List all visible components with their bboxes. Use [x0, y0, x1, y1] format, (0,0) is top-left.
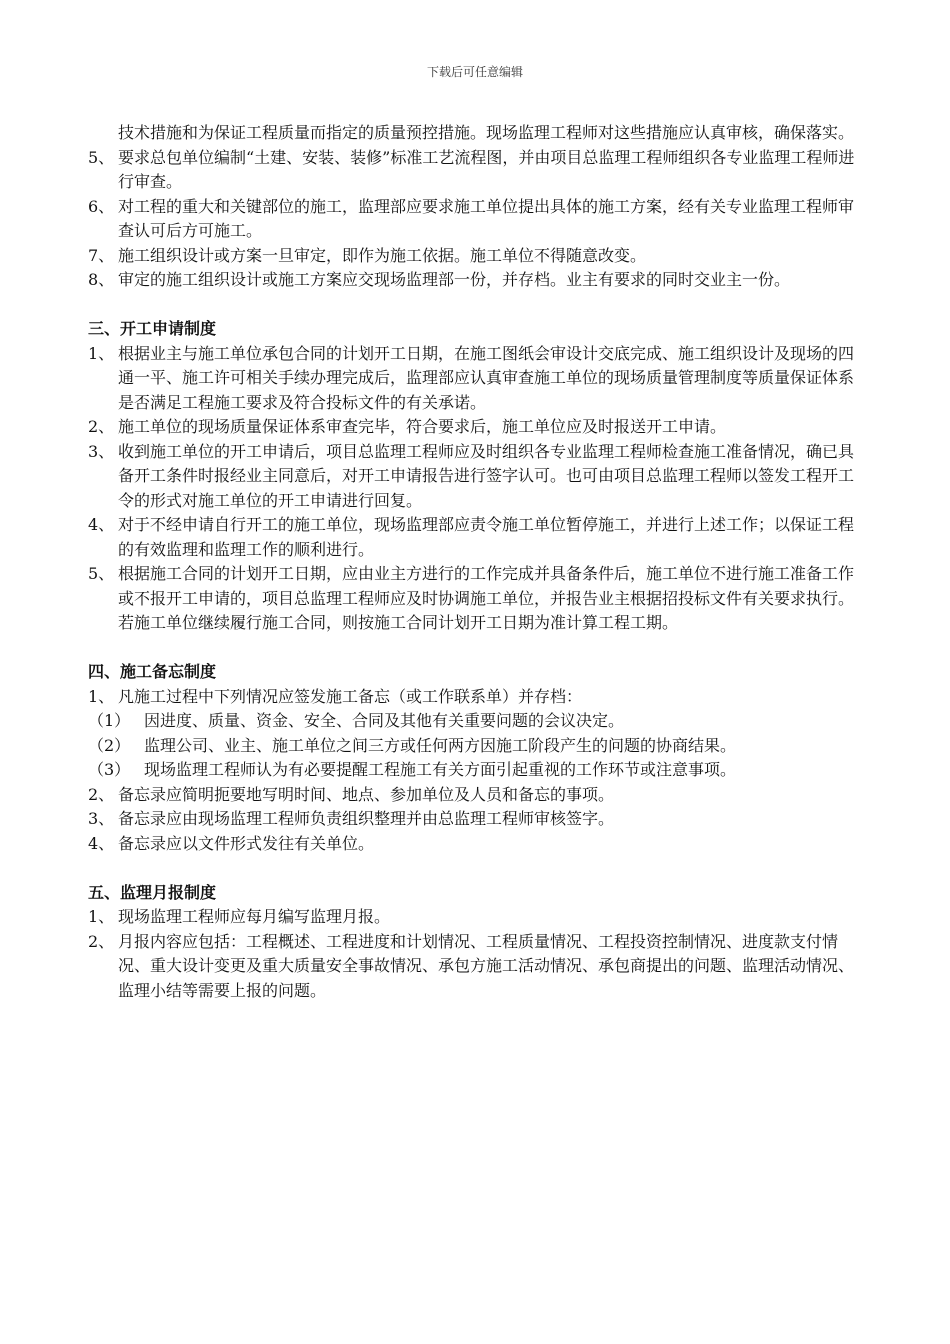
sub-list-item — [88, 709, 868, 734]
sub-item-number: （2） — [88, 735, 131, 755]
list-item — [88, 905, 868, 930]
page-header: 下载后可任意编辑 — [426, 65, 523, 79]
item-text: 对工程的重大和关键部位的施工，监理部应要求施工单位提出具体的施工方案，经有关专业监理工程师审查认可后方可施工。 — [118, 196, 855, 240]
item-text: 对于不经申请自行开工的施工单位，现场监理部应责令施工单位暂停施工，并进行上述工作；以保证工程的有效监理和监理工作的顺利进行。 — [118, 515, 855, 559]
item-number: 6、 — [88, 196, 115, 216]
item-text: 备忘录应简明扼要地写明时间、地点、参加单位及人员和备忘的事项。 — [118, 784, 615, 804]
item-text: 凡施工过程中下列情况应签发施工备忘（或工作联系单）并存档： — [118, 686, 583, 706]
item-number: 1、 — [88, 907, 115, 926]
list-item — [88, 244, 868, 269]
item-text: 施工单位的现场质量保证体系审查完毕，符合要求后，施工单位应及时报送开工申请。 — [118, 417, 727, 436]
list-item — [88, 415, 868, 440]
item-number: 1、 — [88, 343, 115, 363]
item-number: 5、 — [88, 564, 115, 583]
list-item — [88, 513, 868, 562]
item-text: 要求总包单位编制“土建、安装、装修”标准工艺流程图，并由项目总监理工程师组织各专业监理工程师进行审查。 — [118, 147, 855, 191]
list-item — [88, 562, 868, 636]
intro-continuation: 技术措施和为保证工程质量而指定的质量预控措施。现场监理工程师对这些措施应认真审核，确保落实。 — [118, 123, 855, 142]
section-title-start-application: 三、开工申请制度 — [88, 319, 217, 338]
list-item — [88, 268, 868, 293]
sub-item-text: 因进度、质量、资金、安全、合同及其他有关重要问题的会议决定。 — [144, 711, 625, 730]
list-item — [88, 195, 868, 244]
item-number: 3、 — [88, 441, 115, 461]
item-text: 审定的施工组织设计或施工方案应交现场监理部一份，并存档。业主有要求的同时交业主一份。 — [118, 270, 791, 289]
item-text: 根据施工合同的计划开工日期，应由业主方进行的工作完成并具备条件后，施工单位不进行施工准备工作或不报开工申请的，项目总监理工程师应及时协调施工单位，并报告业主根据招投标文件有关要求执行。若施工单位继续履行施工合同，则按施工合同计划开工日期为准计算工程工期。 — [118, 564, 855, 632]
item-number: 1、 — [88, 686, 115, 706]
item-text: 备忘录应以文件形式发往有关单位。 — [118, 833, 375, 853]
item-number: 4、 — [88, 515, 115, 534]
item-text: 月报内容应包括：工程概述、工程进度和计划情况、工程质量情况、工程投资控制情况、进度款支付情况、重大设计变更及重大质量安全事故情况、承包方施工活动情况、承包商提出的问题、监理活动情况、监理小结等需要上报的问题。 — [118, 931, 855, 1000]
sub-item-number: （1） — [88, 711, 131, 730]
list-item — [88, 685, 868, 710]
sub-item-text: 监理公司、业主、施工单位之间三方或任何两方因施工阶段产生的问题的协商结果。 — [144, 735, 737, 755]
document-body — [88, 121, 868, 1003]
list-item — [88, 342, 868, 416]
item-number: 5、 — [88, 147, 115, 167]
item-number: 3、 — [88, 809, 115, 828]
item-text: 备忘录应由现场监理工程师负责组织整理并由总监理工程师审核签字。 — [118, 809, 615, 828]
section-title-monthly-report: 五、监理月报制度 — [88, 882, 217, 902]
list-item — [88, 807, 868, 832]
item-number: 4、 — [88, 833, 115, 853]
sub-list-item — [88, 734, 868, 759]
item-number: 2、 — [88, 417, 115, 436]
item-number: 2、 — [88, 784, 115, 804]
sub-list-item — [88, 758, 868, 783]
sub-item-text: 现场监理工程师认为有必要提醒工程施工有关方面引起重视的工作环节或注意事项。 — [144, 760, 737, 779]
item-text: 根据业主与施工单位承包合同的计划开工日期，在施工图纸会审设计交底完成、施工组织设计及现场的四通一平、施工许可相关手续办理完成后，监理部应认真审查施工单位的现场质量管理制度等质量保证体系是否满足工程施工要求及符合投标文件的有关承诺。 — [118, 343, 855, 412]
section-title-construction-memo: 四、施工备忘制度 — [88, 662, 217, 681]
list-item — [88, 440, 868, 514]
list-item — [88, 832, 868, 857]
item-number: 7、 — [88, 245, 115, 265]
item-number: 2、 — [88, 931, 115, 951]
item-text: 收到施工单位的开工申请后，项目总监理工程师应及时组织各专业监理工程师检查施工准备情况，确已具备开工条件时报经业主同意后，对开工申请报告进行签字认可。也可由项目总监理工程师以签发工程开工令的形式对施工单位的开工申请进行回复。 — [118, 441, 855, 510]
list-item — [88, 783, 868, 808]
item-number: 8、 — [88, 270, 115, 289]
list-item — [88, 146, 868, 195]
item-text: 施工组织设计或方案一旦审定，即作为施工依据。施工单位不得随意改变。 — [118, 245, 647, 265]
sub-item-number: （3） — [88, 760, 131, 779]
item-text: 现场监理工程师应每月编写监理月报。 — [118, 907, 391, 926]
list-item — [88, 930, 868, 1004]
